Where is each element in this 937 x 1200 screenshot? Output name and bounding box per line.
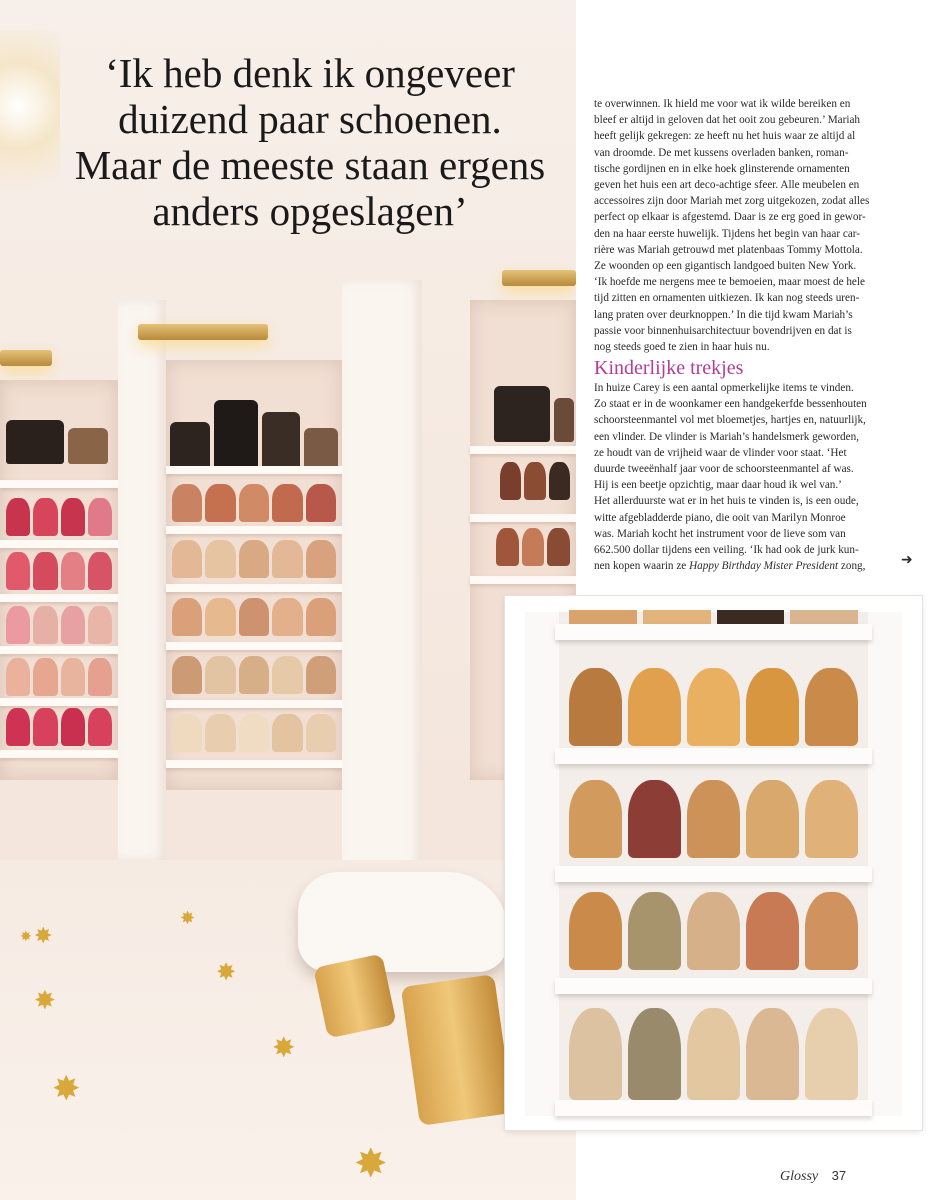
page-footer bbox=[780, 1168, 846, 1185]
text-line: tijd zitten en ornamenten uitkiezen. Ik kan nog steeds uren- bbox=[594, 292, 860, 305]
text-line: een vlinder. De vlinder is Mariah’s handelsmerk geworden, bbox=[594, 430, 860, 443]
text-line: den na haar eerste huwelijk. Tijdens het begin van haar car- bbox=[594, 227, 861, 240]
star-decoration: ✸ bbox=[34, 924, 53, 949]
star-decoration: ✸ bbox=[216, 958, 237, 986]
star-decoration: ✸ bbox=[180, 908, 196, 929]
page-number: 37 bbox=[831, 1168, 847, 1183]
closet-light bbox=[0, 350, 52, 366]
text-line: Ze woonden op een gigantisch landgoed buiten New York. bbox=[594, 260, 857, 273]
pull-quote-line: Maar de meeste staan ergens bbox=[74, 142, 546, 188]
text-line: heeft gelijk gekregen: ze heeft nu het huis waar ze altijd al bbox=[594, 130, 856, 143]
magazine-name: Glossy bbox=[780, 1169, 819, 1184]
text-line: In huize Carey is een aantal opmerkelijke items te vinden. bbox=[594, 382, 854, 394]
text-line: accessoires zijn door Mariah met zorg uitgekozen, zodat alles bbox=[594, 195, 870, 208]
text-line: te overwinnen. Ik hield me voor wat ik wilde bereiken en bbox=[594, 98, 851, 110]
text-line: van droomde. De met kussens overladen banken, roman- bbox=[594, 146, 849, 159]
text-fragment: nen kopen waarin ze bbox=[594, 560, 690, 573]
closet-light bbox=[138, 324, 268, 340]
section-subhead: Kinderlijke trekjes bbox=[594, 357, 744, 379]
text-line: geven het huis een art deco-achtige sfeer. Alle meubelen en bbox=[594, 179, 860, 192]
text-line: ‘Ik hoefde me nergens mee te bemoeien, maar moest de hele bbox=[594, 276, 865, 289]
text-line: schoorsteenmantel vol met bloemetjes, hartjes en, natuurlijk, bbox=[594, 414, 866, 427]
bench bbox=[298, 872, 508, 972]
text-line: bleef er altijd in geloven dat het ooit zou gebeuren.’ Mariah bbox=[594, 114, 861, 127]
pull-quote-line: ‘Ik heb denk ik ongeveer bbox=[105, 50, 515, 96]
text-line: passie voor binnenhuisarchitectuur bovendrijven en dat is bbox=[594, 324, 852, 337]
star-decoration: ✸ bbox=[34, 986, 56, 1016]
text-line: Hij is een beetje opzichtig, maar daar houd ik wel van.’ bbox=[594, 479, 842, 492]
text-line: Zo staat er in de woonkamer een handgekerfde bessenhouten bbox=[594, 398, 867, 411]
text-line: rière was Mariah getrouwd met platenbaas Tommy Mottola. bbox=[594, 243, 863, 256]
pull-quote-line: anders opgeslagen’ bbox=[152, 188, 468, 234]
text-line: was. Mariah kocht het instrument voor de lieve som van bbox=[594, 527, 846, 540]
text-line: tische gordijnen en in elke hoek glinsterende ornamenten bbox=[594, 162, 850, 175]
article-body-part1 bbox=[594, 96, 920, 355]
text-line: Het allerduurste wat er in het huis te vinden is, is een oude, bbox=[594, 495, 859, 508]
text-line: nog steeds goed te zien in haar huis nu. bbox=[594, 341, 770, 354]
text-line: duurde tweeënhalf jaar voor de schoorsteenmantel af was. bbox=[594, 463, 854, 476]
article-body-part2 bbox=[594, 380, 920, 574]
pull-quote bbox=[40, 50, 580, 234]
text-line: perfect op elkaar is afgestemd. Daar is ze erg goed in gewor- bbox=[594, 211, 866, 224]
continue-arrow-icon: ➜ bbox=[901, 552, 913, 568]
star-decoration: ✸ bbox=[272, 1031, 296, 1064]
shoe-shelf-photo bbox=[505, 596, 922, 1130]
text-line: lang praten over deurknoppen.’ In die tijd kwam Mariah’s bbox=[594, 308, 853, 321]
text-fragment: zong, bbox=[838, 560, 866, 573]
star-decoration: ✸ bbox=[52, 1069, 81, 1109]
shoe-cabinet bbox=[525, 612, 902, 1116]
text-line: witte afgebladderde piano, die ooit van Marilyn Monroe bbox=[594, 511, 846, 524]
text-line: ze houdt van de vrijheid waar de vlinder voor staat. ‘Het bbox=[594, 446, 847, 459]
closet-middle bbox=[166, 360, 342, 790]
pull-quote-line: duizend paar schoenen. bbox=[118, 96, 502, 142]
text-line bbox=[594, 558, 920, 574]
song-title: Happy Birthday Mister President bbox=[689, 560, 839, 573]
text-line: 662.500 dollar tijdens een veiling. ‘Ik had ook de jurk kun- bbox=[594, 544, 859, 557]
star-decoration: ✸ bbox=[354, 1141, 388, 1187]
star-decoration: ✸ bbox=[20, 929, 32, 945]
closet-light bbox=[502, 270, 576, 286]
closet-left bbox=[0, 380, 118, 780]
